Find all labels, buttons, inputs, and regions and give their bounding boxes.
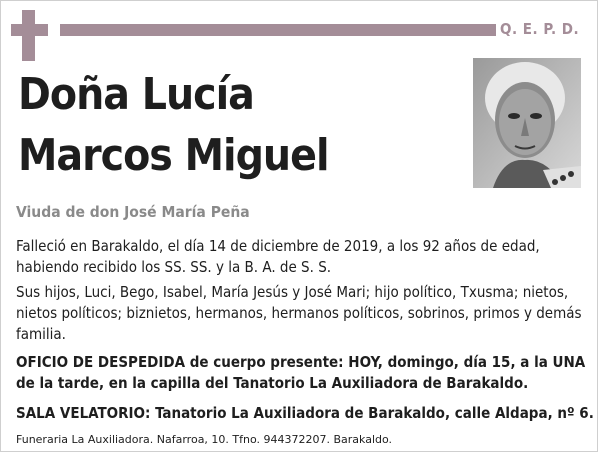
header-bar [60,24,496,36]
cross-horizontal-bar [11,24,48,36]
funeral-home-footer: Funeraria La Auxiliadora. Nafarroa, 10. Tfno. 944372207. Barakaldo. [16,433,393,446]
deceased-name-line2: Marcos Miguel [18,130,329,181]
deceased-photo [473,58,581,188]
rip-label: Q. E. P. D. [500,20,580,38]
ceremony-text: OFICIO DE DESPEDIDA de cuerpo presente: HOY, domingo, día 15, a la UNA de la tarde, en la capilla del Tanatorio La Auxiliadora de Barakaldo. [16,353,586,392]
portrait-icon [473,58,581,188]
widow-of-text: Viuda de don José María Peña [16,203,250,221]
family-text: Sus hijos, Luci, Bego, Isabel, María Jesús y José Mari; hijo político, Txusma; nietos, nietos políticos; biznietos, hermanos, hermanos políticos, sobrinos, primos y demás familia. [16,283,582,343]
deceased-name-line1: Doña Lucía [18,69,254,120]
wake-text: SALA VELATORIO: Tanatorio La Auxiliadora de Barakaldo, calle Aldapa, nº 6. [16,404,594,422]
death-notice-text: Falleció en Barakaldo, el día 14 de diciembre de 2019, a los 92 años de edad, habiendo recibido los SS. SS. y la B. A. de S. S. [16,237,540,276]
